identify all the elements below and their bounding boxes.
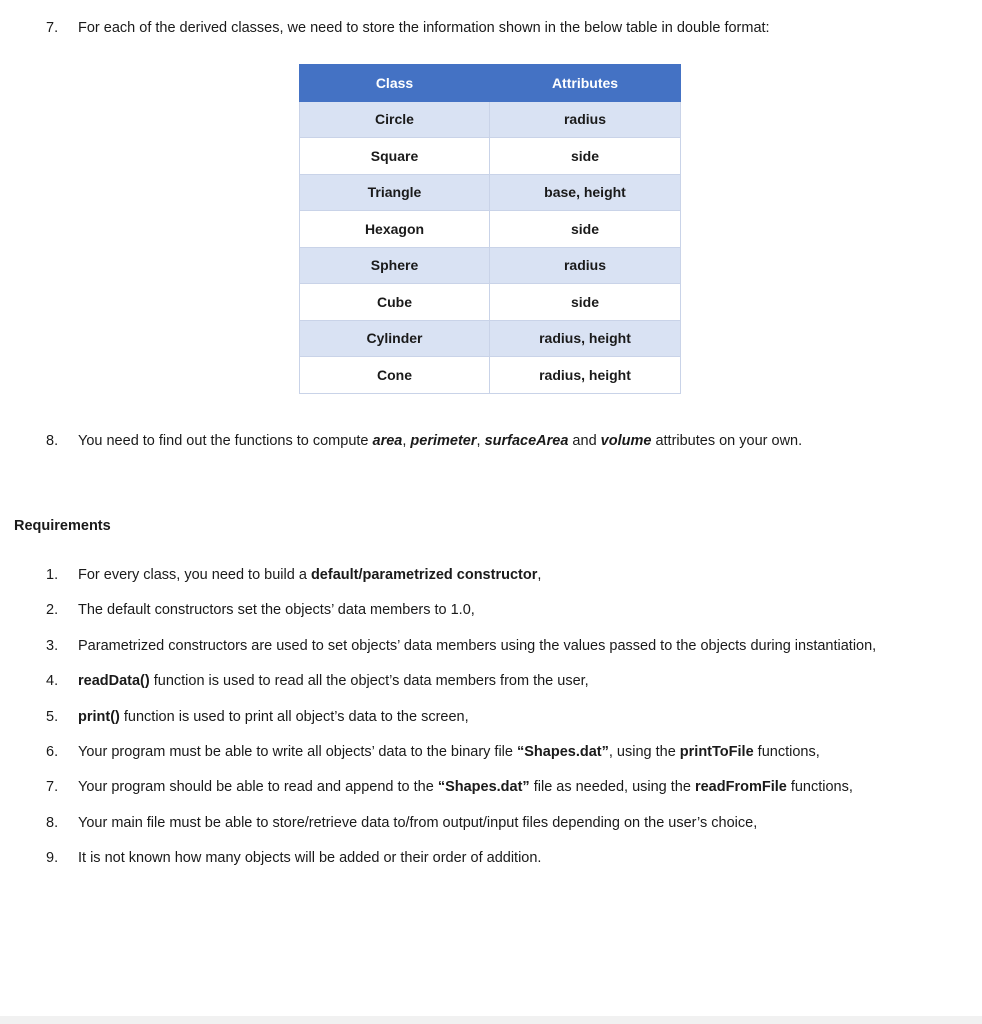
attributes-cell: side [490, 211, 681, 248]
attributes-cell: radius, height [490, 357, 681, 394]
item-7-text: For each of the derived classes, we need to store the information shown in the below table in double format: [78, 20, 770, 36]
table-row [300, 320, 681, 357]
class-cell: Sphere [300, 247, 490, 284]
perimeter-term: perimeter [410, 433, 477, 449]
list-item: 4. readData() function is used to read all the object’s data members from the user, [46, 673, 589, 690]
attributes-cell: radius, height [490, 320, 681, 357]
class-cell: Cube [300, 284, 490, 321]
header-attributes: Attributes [490, 65, 681, 102]
list-item: 3. Parametrized constructors are used to set objects’ data members using the values passed to the objects during instantiation, [46, 637, 877, 654]
class-cell: Triangle [300, 174, 490, 211]
list-item: 9. It is not known how many objects will be added or their order of addition. [46, 850, 542, 867]
requirements-list [46, 558, 958, 877]
bottom-edge [0, 1016, 982, 1024]
list-item: 8. Your main file must be able to store/retrieve data to/from output/input files depending on the user’s choice, [46, 814, 758, 831]
list-item: 5. print() function is used to print all object’s data to the screen, [46, 708, 469, 725]
header-class: Class [300, 65, 490, 102]
table-row [300, 247, 681, 284]
list-item: 6. Your program must be able to write all objects’ data to the binary file “Shapes.dat”, using the printToFile functions, [46, 744, 820, 761]
item-8-text: You need to find out the functions to compute area, perimeter, surfaceArea and volume attributes on your own. [78, 433, 803, 449]
class-cell: Hexagon [300, 211, 490, 248]
item-8-number: 8. [46, 433, 59, 449]
derived-classes-table [299, 64, 681, 394]
list-item: 1. For every class, you need to build a default/parametrized constructor, [46, 567, 542, 583]
class-cell: Circle [300, 101, 490, 138]
table-row [300, 211, 681, 248]
attributes-cell: side [490, 138, 681, 175]
area-term: area [372, 433, 403, 449]
table-row [300, 138, 681, 175]
list-item: 2. The default constructors set the objects’ data members to 1.0, [46, 602, 475, 619]
table-row [300, 284, 681, 321]
attributes-cell: side [490, 284, 681, 321]
table-header-row [300, 65, 681, 102]
class-cell: Cone [300, 357, 490, 394]
list-item: 7. Your program should be able to read and append to the “Shapes.dat” file as needed, using the readFromFile functions, [46, 779, 853, 796]
item-7-number: 7. [46, 20, 59, 36]
class-cell: Cylinder [300, 320, 490, 357]
class-cell: Square [300, 138, 490, 175]
attributes-cell: radius [490, 247, 681, 284]
table-row [300, 174, 681, 211]
attributes-cell: base, height [490, 174, 681, 211]
attributes-cell: radius [490, 101, 681, 138]
volume-term: volume [600, 433, 652, 449]
table-row [300, 101, 681, 138]
table-row [300, 357, 681, 394]
requirements-heading: Requirements [14, 518, 111, 534]
surface-area-term: surfaceArea [484, 433, 569, 449]
